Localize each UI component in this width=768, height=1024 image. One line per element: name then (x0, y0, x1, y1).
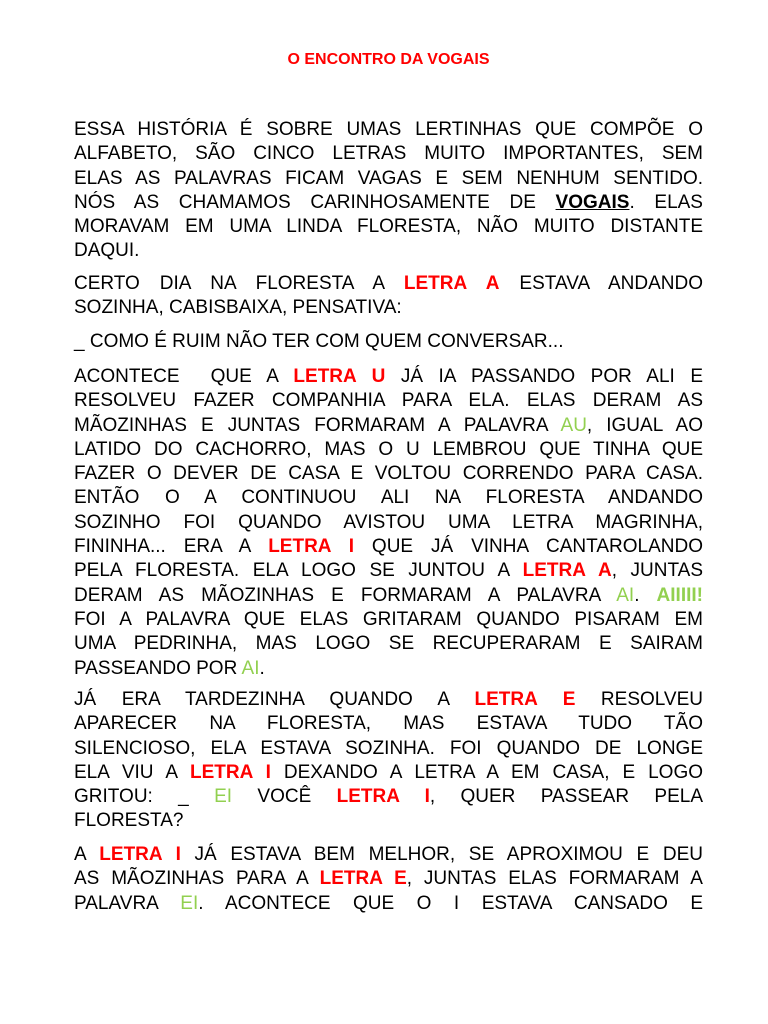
text-run: QUE JÁ VINHA CANTAROLANDO (354, 536, 703, 558)
text-line (74, 843, 703, 867)
text-run: . ACONTECE QUE O I ESTAVA CANSADO E (198, 892, 704, 914)
text-line: LATIDO DO CACHORRO, MAS O U LEMBROU QUE TINHA QUE (74, 438, 703, 460)
text-line: RESOLVEU FAZER COMPANHIA PARA ELA. ELAS DERAM AS (74, 390, 703, 412)
text-line (74, 535, 703, 559)
text-run: ACONTECE QUE A (74, 366, 294, 387)
text-line: SOZINHA, CABISBAIXA, PENSATIVA: (74, 297, 402, 319)
text-run: FININHA... ERA A (74, 536, 269, 558)
text-line: ALFABETO, SÃO CINCO LETRAS MUITO IMPORTANTES, SEM (74, 143, 703, 165)
word-highlight: EI (214, 786, 233, 808)
text-run: DERAM AS MÃOZINHAS E FORMARAM A PALAVRA (74, 584, 617, 606)
text-line: SOZINHO FOI QUANDO AVISTOU UMA LETRA MAGRINHA, (74, 511, 703, 533)
text-line: FOI A PALAVRA QUE ELAS GRITARAM QUANDO PISARAM EM (74, 608, 703, 630)
text-line (74, 657, 703, 681)
letter-highlight: LETRA A (403, 273, 500, 294)
word-highlight: AU (560, 414, 587, 436)
text-run: GRITOU: _ (74, 786, 215, 808)
text-run: VOCÊ (232, 786, 337, 808)
letter-highlight: LETRA E (319, 868, 407, 890)
text-run: NÓS AS CHAMAMOS CARINHOSAMENTE DE (74, 191, 556, 213)
letter-highlight: LETRA E (474, 689, 576, 710)
text-run: . (259, 657, 265, 679)
letter-highlight: LETRA I (336, 786, 430, 808)
letter-highlight: LETRA I (99, 844, 181, 865)
text-run: MÃOZINHAS E JUNTAS FORMARAM A PALAVRA (74, 414, 561, 436)
text-line: DAQUI. (74, 240, 140, 262)
text-line (74, 414, 703, 438)
text-run: RESOLVEU (575, 689, 703, 710)
text-run: , JUNTAS (611, 560, 703, 582)
paragraph-letra-e (74, 688, 703, 834)
paragraph-letra-u (74, 365, 703, 681)
text-run: PELA FLORESTA. ELA LOGO SE JUNTOU A (74, 560, 523, 582)
text-run: ESTAVA ANDANDO (499, 273, 703, 294)
text-line: FLORESTA? (74, 810, 184, 832)
letter-highlight: LETRA I (190, 761, 271, 783)
word-highlight: AI (616, 584, 635, 606)
text-run: . ELAS (629, 191, 703, 213)
exclamation-highlight: AIIIII! (656, 584, 703, 606)
paragraph-letra-a (74, 272, 703, 321)
text-run: A (74, 844, 100, 865)
text-run: JÁ ERA TARDEZINHA QUANDO A (74, 689, 475, 710)
text-line: ESSA HISTÓRIA É SOBRE UMAS LERTINHAS QUE COMPÕE O (74, 119, 703, 140)
text-line: MORAVAM EM UMA LINDA FLORESTA, NÃO MUITO DISTANTE (74, 216, 703, 238)
story-title: O ENCONTRO DA VOGAIS (287, 51, 490, 68)
letter-highlight: LETRA U (293, 366, 386, 387)
text-line (74, 761, 703, 785)
text-run: ELA VIU A (74, 761, 191, 783)
paragraph-intro (74, 118, 703, 264)
text-line (74, 191, 703, 215)
text-line (74, 584, 703, 608)
letter-highlight: LETRA I (268, 536, 355, 558)
text-run: PALAVRA (74, 892, 181, 914)
text-line (74, 559, 703, 583)
text-run: DEXANDO A LETRA A EM CASA, E LOGO (270, 761, 703, 783)
paragraph-letra-i (74, 843, 703, 916)
text-line (74, 867, 703, 891)
text-run: PASSEANDO POR (74, 657, 242, 679)
text-run: , QUER PASSEAR PELA (429, 786, 703, 808)
text-line (74, 272, 703, 296)
text-line (74, 365, 703, 389)
paragraph-dialogue (74, 330, 703, 354)
text-line: FAZER O DEVER DE CASA E VOLTOU CORRENDO PARA CASA. (74, 463, 703, 485)
text-run: , JUNTAS ELAS FORMARAM A (406, 868, 703, 890)
vogais-emphasis: VOGAIS (555, 191, 630, 213)
text-run: JÁ IA PASSANDO POR ALI E (385, 366, 704, 387)
text-run: . (634, 584, 657, 606)
text-run: CERTO DIA NA FLORESTA A (74, 273, 404, 294)
text-line: APARECER NA FLORESTA, MAS ESTAVA TUDO TÃO (74, 713, 703, 735)
text-line: ENTÃO O A CONTINUOU ALI NA FLORESTA ANDANDO (74, 487, 703, 509)
text-run: , IGUAL AO (586, 414, 704, 436)
text-line (74, 785, 703, 809)
text-line (74, 892, 703, 916)
word-highlight: AI (241, 657, 260, 679)
text-line: ELAS AS PALAVRAS FICAM VAGAS E SEM NENHUM SENTIDO. (74, 167, 703, 189)
text-line: UMA PEDRINHA, MAS LOGO SE RECUPERARAM E SAIRAM (74, 633, 703, 655)
text-line: _ COMO É RUIM NÃO TER COM QUEM CONVERSAR... (74, 331, 564, 352)
text-line: SILENCIOSO, ELA ESTAVA SOZINHA. FOI QUANDO DE LONGE (74, 737, 703, 759)
text-line (74, 688, 703, 712)
text-run: AS MÃOZINHAS PARA A (74, 868, 320, 890)
word-highlight: EI (180, 892, 199, 914)
text-run: JÁ ESTAVA BEM MELHOR, SE APROXIMOU E DEU (180, 844, 704, 865)
letter-highlight: LETRA A (522, 560, 612, 582)
